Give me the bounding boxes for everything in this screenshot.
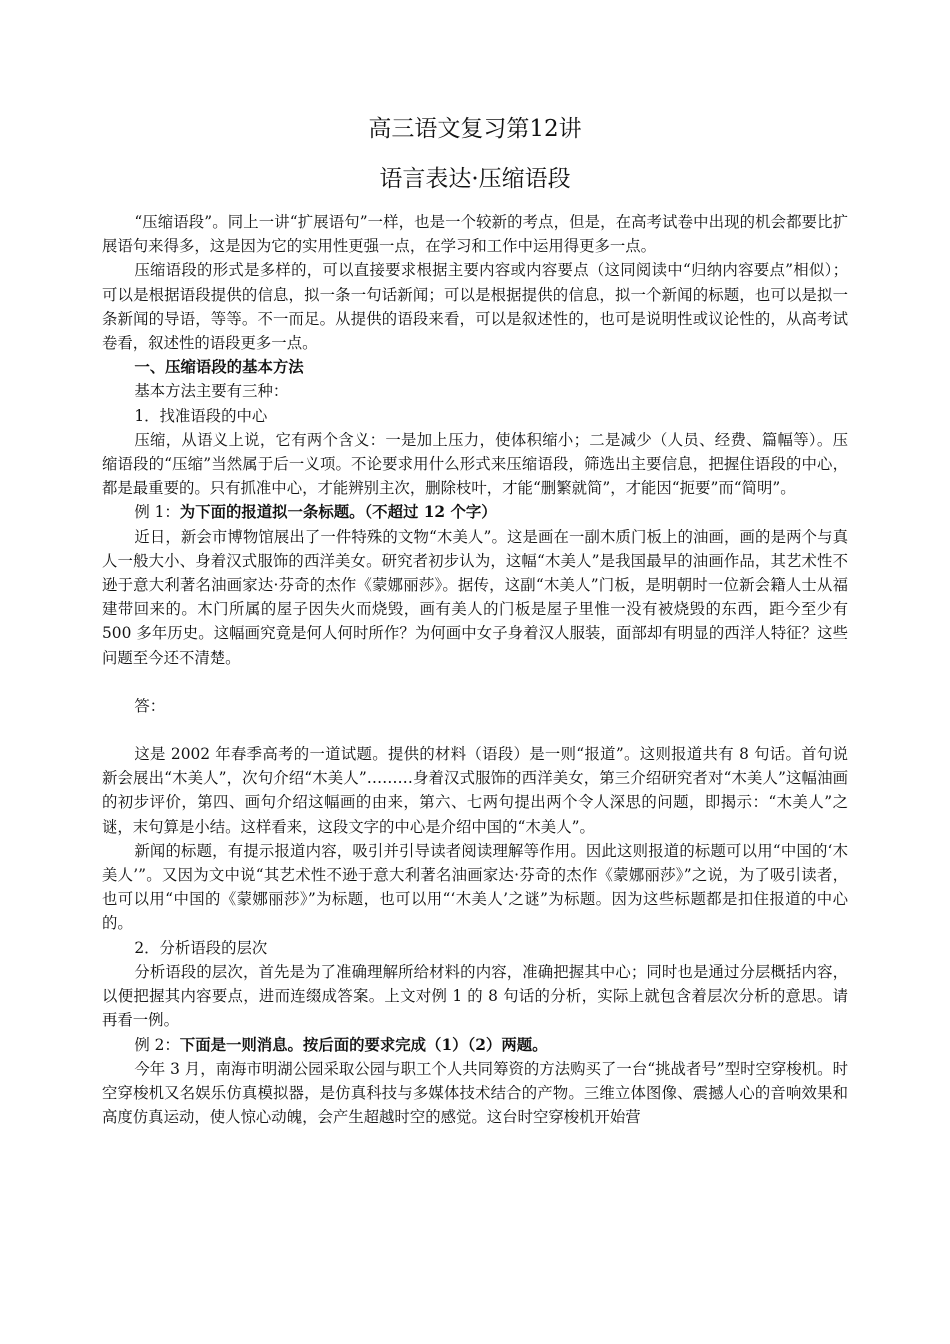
intro-paragraph-1: “压缩语段”。同上一讲“扩展语句”一样，也是一个较新的考点，但是，在高考试卷中出现的机会都要比扩展语句来得多，这是因为它的实用性更强一点，在学习和工作中运用得更多一点。 — [102, 213, 848, 256]
analysis-paragraph-2: 新闻的标题，有提示报道内容，吸引并引导读者阅读理解等作用。因此这则报道的标题可以用“中国的‘木美人’”。又因为文中说“其艺术性不逊于意大利著名油画家达·芬奇的杰作《蒙娜丽莎》”之说，为了吸引读者，也可以用“中国的《蒙娜丽莎》”为标题，也可以用“‘木美人’之谜”为标题。因为这些标题都是扣住报道的中心的。 — [102, 841, 848, 933]
spacer — [102, 670, 848, 694]
answer-label: 答： — [134, 696, 166, 715]
example-1-line — [102, 500, 848, 524]
section-lead: 基本方法主要有三种： — [134, 382, 289, 401]
example-1-text: 近日，新会市博物馆展出了一件特殊的文物“木美人”。这是画在一副木质门板上的油画，画的是两个与真人一般大小、身着汉式服饰的西洋美女。研究者初步认为，这幅“木美人”是我国最早的油画作品，其艺术性不逊于意大利著名油画家达·芬奇的杰作《蒙娜丽莎》。据传，这副“木美人”门板，是明朝时一位新会籍人士从福建带回来的。木门所属的屋子因失火而烧毁，画有美人的门板是屋子里惟一没有被烧毁的东西，距今至少有 500 多年历史。这幅画究竟是何人何时所作？为何画中女子身着汉人服装，面部却有明显的西洋人特征？这些问题至今还不清楚。 — [102, 527, 848, 667]
example-2-prompt: 下面是一则消息。按后面的要求完成（1）（2）两题。 — [179, 1035, 548, 1054]
spacer — [102, 718, 848, 742]
example-2-line — [102, 1033, 848, 1057]
intro-paragraph-2: 压缩语段的形式是多样的，可以直接要求根据主要内容或内容要点（这同阅读中“归纳内容要点”相似）；可以是根据语段提供的信息，拟一条一句话新闻；可以是根据提供的信息，拟一个新闻的标题，也可以是拟一条新闻的导语，等等。不一而足。从提供的语段来看，可以是叙述性的，也可是说明性或议论性的，从高考试卷看，叙述性的语段更多一点。 — [102, 261, 848, 353]
example-1-prompt: 为下面的报道拟一条标题。（不超过 12 个字） — [179, 503, 497, 522]
page-subtitle: 语言表达·压缩语段 — [379, 166, 571, 192]
analysis-paragraph-1: 这是 2002 年春季高考的一道试题。提供的材料（语段）是一则“报道”。这则报道共有 8 句话。首句说新会展出“木美人”，次句介绍“木美人”………身着汉式服饰的西洋美女，第三介绍研究者对“木美人”这幅油画的初步评价，第四、画句介绍这幅画的由来，第六、七两句提出两个令人深思的问题，即揭示：“木美人”之谜，末句算是小结。这样看来，这段文字的中心是介绍中国的“木美人”。 — [102, 745, 848, 836]
method-2-heading: 2．分析语段的层次 — [134, 938, 268, 957]
page-title: 高三语文复习第12讲 — [368, 116, 582, 142]
example-2-label: 例 2： — [134, 1035, 180, 1054]
section-heading: 一、压缩语段的基本方法 — [134, 358, 304, 377]
method-2-paragraph: 分析语段的层次，首先是为了准确理解所给材料的内容，准确把握其中心；同时也是通过分层概括内容，以便把握其内容要点，进而连缀成答案。上文对例 1 的 8 句话的分析，实际上就包含着层次分析的意思。请再看一例。 — [102, 962, 848, 1030]
method-1-heading: 1．找准语段的中心 — [134, 406, 268, 425]
method-1-paragraph: 压缩，从语义上说，它有两个含义：一是加上压力，使体积缩小；二是减少（人员、经费、篇幅等）。压缩语段的“压缩”当然属于后一义项。不论要求用什么形式来压缩语段，筛选出主要信息，把握住语段的中心，都是最重要的。只有抓准中心，才能辨别主次，删除枝叶，才能“删繁就简”，才能因“扼要”而“简明”。 — [102, 430, 848, 498]
example-1-label: 例 1： — [134, 503, 180, 522]
example-2-text: 今年 3 月，南海市明湖公园采取公园与职工个人共同筹资的方法购买了一台“挑战者号”型时空穿梭机。时空穿梭机又名娱乐仿真模拟器，是仿真科技与多媒体技术结合的产物。三维立体图像、震撼人心的音响效果和高度仿真运动，使人惊心动魄，会产生超越时空的感觉。这台时空穿梭机开始营 — [102, 1059, 848, 1127]
